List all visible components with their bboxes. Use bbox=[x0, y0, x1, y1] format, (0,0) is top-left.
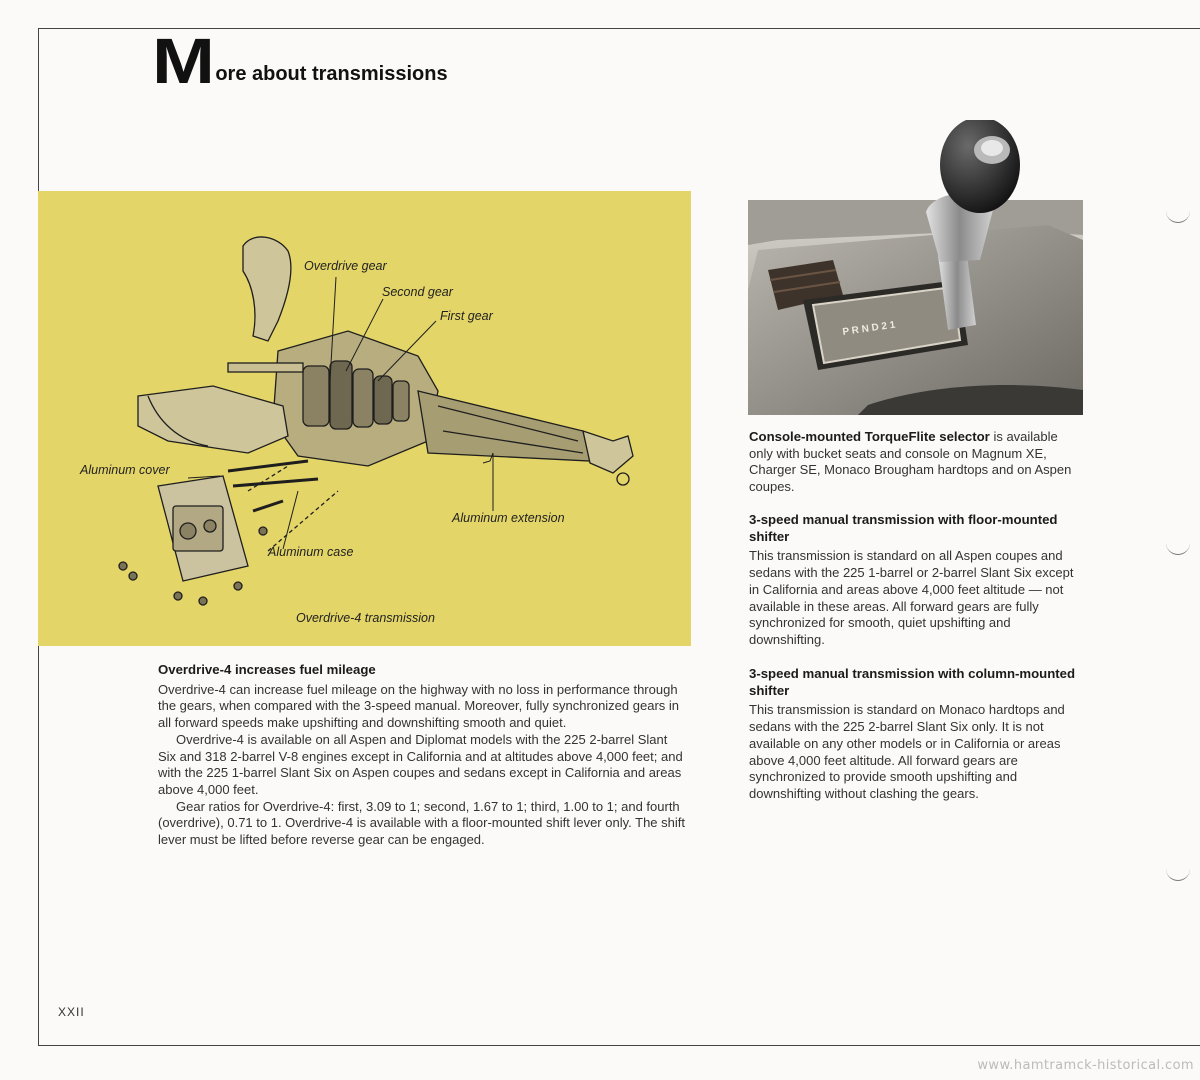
watermark: www.hamtramck-historical.com bbox=[977, 1058, 1194, 1073]
console-body: is available only with bucket seats and console on Magnum XE, Charger SE, Monaco Brougham hardtops and on Aspen coupes. bbox=[749, 429, 1072, 495]
label-aluminum-cover: Aluminum cover bbox=[80, 463, 170, 477]
title-initial: M bbox=[152, 25, 213, 97]
console-paragraph bbox=[749, 429, 1085, 496]
torqueflite-selector-photo bbox=[748, 120, 1083, 415]
label-overdrive-gear: Overdrive gear bbox=[304, 259, 387, 273]
selector-letters: P R N D 2 1 bbox=[841, 319, 897, 338]
overdrive-paragraph-1: Overdrive-4 can increase fuel mileage on the highway with no loss in performance through the gears, when compared with the 3-speed manual. Moreover, fully synchronized gears in all forward speeds make upshifting and downshifting smooth and quiet. bbox=[158, 681, 680, 731]
page-title bbox=[152, 25, 448, 97]
column-shifter-body: This transmission is standard on Monaco hardtops and sedans with the 225 2-barrel Slant Six only. It is not available on any other models or in California or areas above 4,000 feet altitude. All forward gears are synchronized to provide smooth upshifting and downshifting without clashing the gears. bbox=[749, 702, 1065, 801]
label-aluminum-case: Aluminum case bbox=[268, 545, 354, 559]
diagram-caption: Overdrive-4 transmission bbox=[296, 611, 435, 625]
overdrive-heading: Overdrive-4 increases fuel mileage bbox=[158, 662, 376, 677]
page-number: XXII bbox=[58, 1005, 85, 1019]
transmission-diagram-panel bbox=[38, 191, 691, 646]
overdrive-section bbox=[158, 662, 688, 849]
floor-shifter-section bbox=[749, 512, 1085, 649]
label-first-gear: First gear bbox=[440, 309, 493, 323]
overdrive-paragraph-3: Gear ratios for Overdrive-4: first, 3.09 to 1; second, 1.67 to 1; third, 1.00 to 1; and fourth (overdrive), 0.71 to 1. Overdrive-4 is available with a floor-mounted shift lever only. The shift lever must be lifted before reverse gear can be engaged. bbox=[158, 798, 685, 848]
overdrive-paragraph-2: Overdrive-4 is available on all Aspen and Diplomat models with the 225 2-barrel Slant Six and 318 2-barrel V-8 engines except in California and at altitudes above 4,000 feet; and with the 225 1-barrel Slant Six on Aspen coupes and sedans except in California and areas above 4,000 feet. bbox=[158, 731, 683, 797]
column-shifter-section bbox=[749, 666, 1085, 803]
floor-shifter-heading: 3-speed manual transmission with floor-mounted shifter bbox=[749, 512, 1058, 544]
column-shifter-heading: 3-speed manual transmission with column-mounted shifter bbox=[749, 666, 1076, 698]
title-text: ore about transmissions bbox=[215, 63, 448, 85]
console-selector-section bbox=[749, 429, 1085, 496]
label-second-gear: Second gear bbox=[382, 285, 453, 299]
label-aluminum-extension: Aluminum extension bbox=[452, 511, 565, 525]
console-heading: Console-mounted TorqueFlite selector bbox=[749, 429, 990, 444]
floor-shifter-body: This transmission is standard on all Aspen coupes and sedans with the 225 1-barrel or 2-barrel Slant Six except in California and areas above 4,000 feet altitude — not available in these areas. All forward gears are fully synchronized for smooth, quiet upshifting and downshifting. bbox=[749, 548, 1074, 647]
